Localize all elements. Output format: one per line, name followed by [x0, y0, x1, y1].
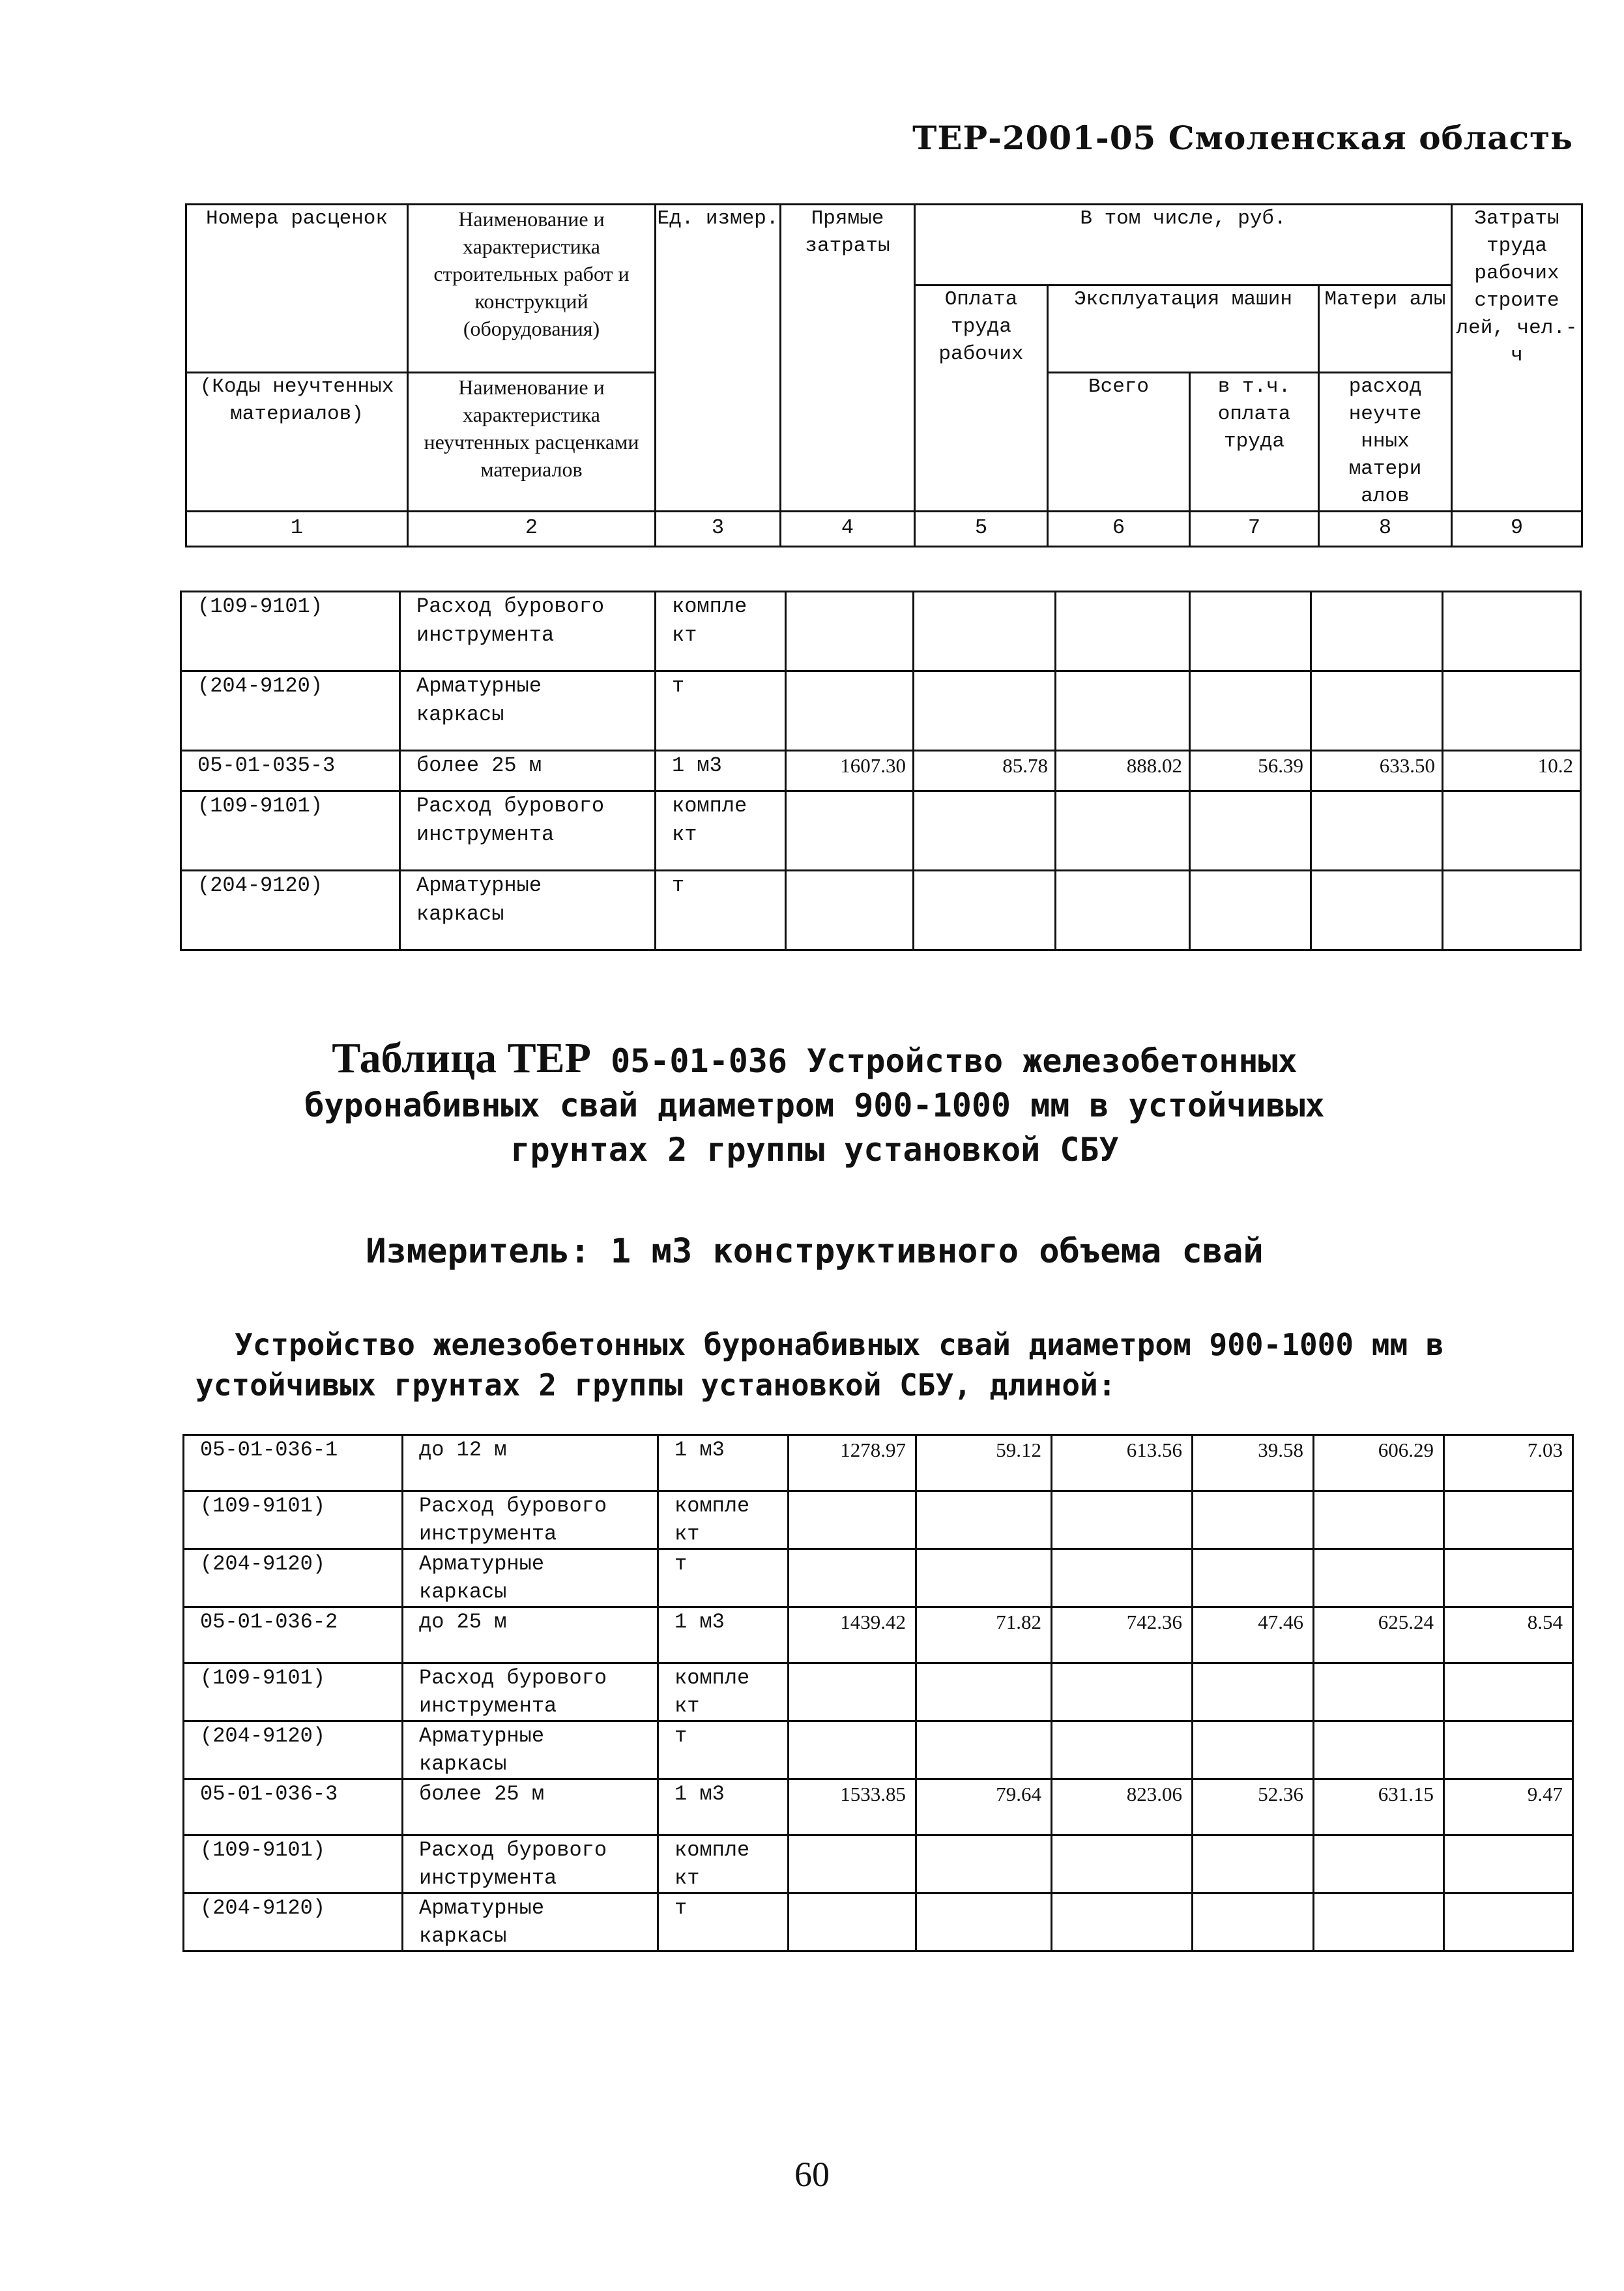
wages-value — [916, 1549, 1052, 1607]
labor-hours-value — [1443, 791, 1581, 871]
rate-code: (204-9120) — [184, 1721, 403, 1779]
rate-code: (204-9120) — [184, 1549, 403, 1607]
materials-value — [1311, 671, 1443, 751]
direct-costs-value — [789, 1893, 916, 1951]
work-name-line: каркасы — [419, 1924, 507, 1948]
wages-value — [916, 1721, 1052, 1779]
labor-hours-value — [1444, 1663, 1573, 1721]
machines-total-value: 613.56 — [1052, 1435, 1193, 1491]
direct-costs-value: 1533.85 — [789, 1779, 916, 1835]
table-row — [184, 1607, 1573, 1663]
machines-total-value: 742.36 — [1052, 1607, 1193, 1663]
work-name-line: Арматурные — [416, 674, 542, 698]
unit-line: кт — [672, 823, 697, 847]
rates-table-top — [180, 591, 1582, 951]
machines-total-value — [1052, 1835, 1193, 1893]
column-header-table — [185, 203, 1583, 547]
materials-value — [1314, 1663, 1444, 1721]
header-materials: Матери алы — [1319, 285, 1452, 373]
machines-wages-value — [1193, 1893, 1314, 1951]
machines-total-value — [1052, 1549, 1193, 1607]
direct-costs-value — [789, 1835, 916, 1893]
wages-value: 79.64 — [916, 1779, 1052, 1835]
work-name-line: Арматурные — [419, 1896, 545, 1920]
column-number: 8 — [1319, 512, 1452, 547]
wages-value — [916, 1663, 1052, 1721]
materials-value — [1314, 1549, 1444, 1607]
rate-code: (204-9120) — [181, 871, 400, 950]
title-table-label: Таблица ТЕР — [332, 1034, 591, 1082]
work-name-line: Расход бурового — [416, 794, 605, 818]
wages-value — [914, 791, 1056, 871]
title-line-3: грунтах 2 группы установкой СБУ — [510, 1131, 1119, 1169]
machines-wages-value: 52.36 — [1193, 1779, 1314, 1835]
unit — [656, 592, 786, 671]
materials-value: 633.50 — [1311, 751, 1443, 791]
labor-hours-value — [1443, 671, 1581, 751]
machines-wages-value — [1193, 1549, 1314, 1607]
title-line-2: буронабивных свай диаметром 900-1000 мм в устойчивых — [304, 1087, 1325, 1124]
work-name — [403, 1435, 658, 1491]
materials-value — [1311, 592, 1443, 671]
table-row — [184, 1435, 1573, 1491]
table-row — [184, 1835, 1573, 1893]
direct-costs-value: 1607.30 — [786, 751, 914, 791]
wages-value — [916, 1491, 1052, 1549]
unit-line: т — [672, 674, 685, 698]
rate-code: (109-9101) — [184, 1835, 403, 1893]
machines-wages-value: 39.58 — [1193, 1435, 1314, 1491]
unit — [656, 791, 786, 871]
direct-costs-value — [789, 1663, 916, 1721]
table-row — [184, 1663, 1573, 1721]
work-name-line: Расход бурового — [419, 1666, 607, 1690]
work-name — [400, 751, 656, 791]
work-name — [403, 1663, 658, 1721]
work-name — [400, 671, 656, 751]
unit — [658, 1721, 789, 1779]
direct-costs-value — [789, 1721, 916, 1779]
machines-total-value — [1056, 791, 1190, 871]
table-row — [181, 791, 1581, 871]
header-unit: Ед. измер. — [656, 205, 781, 512]
machines-wages-value: 47.46 — [1193, 1607, 1314, 1663]
machines-total-value: 823.06 — [1052, 1779, 1193, 1835]
table-row — [184, 1491, 1573, 1549]
materials-value — [1314, 1893, 1444, 1951]
table-row — [181, 871, 1581, 950]
machines-wages-value — [1193, 1491, 1314, 1549]
rates-table-bottom — [182, 1434, 1574, 1952]
labor-hours-value: 7.03 — [1444, 1435, 1573, 1491]
work-name-line: инструмента — [419, 1866, 557, 1890]
header-labor-hours: Затраты труда рабочих строите лей, чел.-ч — [1452, 205, 1582, 512]
unit-line: т — [674, 1896, 688, 1920]
header-machines: Эксплуатация машин — [1048, 285, 1319, 373]
unit — [658, 1435, 789, 1491]
materials-value — [1311, 791, 1443, 871]
unit-line: компле — [674, 1494, 750, 1518]
header-unaccounted-materials: расход неучте нных матери алов — [1319, 373, 1452, 512]
materials-value: 625.24 — [1314, 1607, 1444, 1663]
materials-value: 606.29 — [1314, 1435, 1444, 1491]
materials-value: 631.15 — [1314, 1779, 1444, 1835]
wages-value — [914, 592, 1056, 671]
work-name-line: Арматурные — [419, 1724, 545, 1748]
unit-line: 1 м3 — [674, 1438, 725, 1462]
wages-value — [914, 671, 1056, 751]
unit-line: т — [672, 873, 685, 897]
work-name-line: каркасы — [419, 1752, 507, 1776]
unit — [658, 1549, 789, 1607]
work-name-line: Расход бурового — [419, 1838, 607, 1862]
work-name-line: Арматурные — [419, 1552, 545, 1576]
section-intro — [196, 1324, 1564, 1405]
unit-line: компле — [672, 594, 747, 619]
section-title — [196, 1036, 1434, 1172]
header-machines-wages: в т.ч. оплата труда — [1190, 373, 1319, 512]
work-name — [400, 592, 656, 671]
machines-total-value — [1052, 1893, 1193, 1951]
direct-costs-value — [789, 1491, 916, 1549]
unit-line: 1 м3 — [674, 1610, 725, 1634]
materials-value — [1314, 1491, 1444, 1549]
measure-unit: Измеритель: 1 м3 конструктивного объема свай — [366, 1232, 1264, 1271]
work-name-line: более 25 м — [419, 1782, 545, 1806]
labor-hours-value: 8.54 — [1444, 1607, 1573, 1663]
unit-line: компле — [674, 1838, 750, 1862]
direct-costs-value — [789, 1549, 916, 1607]
title-line-1: 05-01-036 Устройство железобетонных — [611, 1042, 1298, 1080]
unit-line: кт — [674, 1694, 700, 1718]
direct-costs-value: 1278.97 — [789, 1435, 916, 1491]
header-work-name: Наименование и характеристика строительных работ и конструкций (оборудования) — [408, 205, 656, 373]
wages-value — [916, 1893, 1052, 1951]
wages-value — [916, 1835, 1052, 1893]
machines-wages-value — [1193, 1721, 1314, 1779]
header-material-names: Наименование и характеристика неучтенных расценками материалов — [408, 373, 656, 512]
unit-line: кт — [674, 1522, 700, 1546]
work-name — [403, 1893, 658, 1951]
work-name-line: Арматурные — [416, 873, 542, 897]
unit-line: компле — [674, 1666, 750, 1690]
unit — [658, 1893, 789, 1951]
table-row — [184, 1549, 1573, 1607]
work-name-line: Расход бурового — [419, 1494, 607, 1518]
column-number: 5 — [915, 512, 1048, 547]
unit-line: 1 м3 — [672, 753, 722, 778]
unit — [658, 1663, 789, 1721]
work-name-line: каркасы — [419, 1580, 507, 1604]
labor-hours-value: 9.47 — [1444, 1779, 1573, 1835]
machines-total-value — [1056, 592, 1190, 671]
header-machines-total: Всего — [1048, 373, 1190, 512]
labor-hours-value — [1444, 1491, 1573, 1549]
rate-code: (204-9120) — [181, 671, 400, 751]
table-row — [184, 1893, 1573, 1951]
column-number: 1 — [186, 512, 408, 547]
labor-hours-value — [1444, 1893, 1573, 1951]
materials-value — [1314, 1835, 1444, 1893]
wages-value: 59.12 — [916, 1435, 1052, 1491]
labor-hours-value — [1443, 592, 1581, 671]
machines-total-value — [1052, 1721, 1193, 1779]
work-name — [403, 1779, 658, 1835]
rate-code: 05-01-036-1 — [184, 1435, 403, 1491]
column-number: 7 — [1190, 512, 1319, 547]
unit — [658, 1779, 789, 1835]
wages-value: 85.78 — [914, 751, 1056, 791]
unit-line: кт — [674, 1866, 700, 1890]
wages-value: 71.82 — [916, 1607, 1052, 1663]
column-number: 4 — [781, 512, 915, 547]
direct-costs-value — [786, 871, 914, 950]
unit — [656, 871, 786, 950]
column-number: 6 — [1048, 512, 1190, 547]
table-row — [181, 751, 1581, 791]
table-row — [184, 1721, 1573, 1779]
table-row — [181, 592, 1581, 671]
machines-wages-value — [1193, 1663, 1314, 1721]
direct-costs-value — [786, 791, 914, 871]
work-name — [400, 791, 656, 871]
unit-line: компле — [672, 794, 747, 818]
work-name — [403, 1491, 658, 1549]
work-name-line: инструмента — [416, 823, 555, 847]
work-name-line: до 12 м — [419, 1438, 507, 1462]
machines-total-value — [1056, 871, 1190, 950]
page-header: ТЕР-2001-05 Смоленская область — [912, 119, 1573, 157]
header-including: В том числе, руб. — [915, 205, 1452, 285]
rate-code: (109-9101) — [184, 1491, 403, 1549]
machines-wages-value — [1190, 871, 1311, 950]
work-name — [403, 1549, 658, 1607]
rate-code: (109-9101) — [184, 1663, 403, 1721]
rate-code: 05-01-036-3 — [184, 1779, 403, 1835]
column-number: 3 — [656, 512, 781, 547]
header-rate-numbers: Номера расценок — [186, 205, 408, 373]
machines-wages-value: 56.39 — [1190, 751, 1311, 791]
work-name-line: более 25 м — [416, 753, 542, 778]
unit — [656, 671, 786, 751]
column-number: 2 — [408, 512, 656, 547]
machines-wages-value — [1190, 671, 1311, 751]
wages-value — [914, 871, 1056, 950]
direct-costs-value — [786, 671, 914, 751]
machines-wages-value — [1190, 592, 1311, 671]
unit — [656, 751, 786, 791]
table-row — [184, 1779, 1573, 1835]
unit — [658, 1835, 789, 1893]
work-name-line: инструмента — [416, 623, 555, 647]
materials-value — [1314, 1721, 1444, 1779]
labor-hours-value — [1444, 1549, 1573, 1607]
unit — [658, 1491, 789, 1549]
rate-code: (204-9120) — [184, 1893, 403, 1951]
direct-costs-value — [786, 592, 914, 671]
rate-code: 05-01-035-3 — [181, 751, 400, 791]
work-name — [403, 1835, 658, 1893]
labor-hours-value: 10.2 — [1443, 751, 1581, 791]
header-direct-costs: Прямые затраты — [781, 205, 915, 512]
machines-total-value: 888.02 — [1056, 751, 1190, 791]
page-number: 60 — [794, 2155, 830, 2194]
header-wages: Оплата труда рабочих — [915, 285, 1048, 512]
intro-line-2: устойчивых грунтах 2 группы установкой СБУ, длиной: — [196, 1367, 1116, 1403]
work-name-line: инструмента — [419, 1694, 557, 1718]
machines-total-value — [1056, 671, 1190, 751]
table-row — [181, 671, 1581, 751]
work-name-line: каркасы — [416, 703, 504, 727]
work-name — [403, 1607, 658, 1663]
work-name-line: инструмента — [419, 1522, 557, 1546]
machines-total-value — [1052, 1491, 1193, 1549]
unit — [658, 1607, 789, 1663]
header-material-codes: (Коды неучтенных материалов) — [186, 373, 408, 512]
unit-line: т — [674, 1552, 688, 1576]
unit-line: кт — [672, 623, 697, 647]
work-name-line: до 25 м — [419, 1610, 507, 1634]
machines-wages-value — [1193, 1835, 1314, 1893]
intro-line-1: Устройство железобетонных буронабивных свай диаметром 900-1000 мм в — [235, 1327, 1444, 1362]
work-name — [403, 1721, 658, 1779]
machines-total-value — [1052, 1663, 1193, 1721]
labor-hours-value — [1444, 1721, 1573, 1779]
rate-code: 05-01-036-2 — [184, 1607, 403, 1663]
direct-costs-value: 1439.42 — [789, 1607, 916, 1663]
work-name-line: Расход бурового — [416, 594, 605, 619]
unit-line: 1 м3 — [674, 1782, 725, 1806]
machines-wages-value — [1190, 791, 1311, 871]
materials-value — [1311, 871, 1443, 950]
labor-hours-value — [1444, 1835, 1573, 1893]
rate-code: (109-9101) — [181, 592, 400, 671]
column-number: 9 — [1452, 512, 1582, 547]
rate-code: (109-9101) — [181, 791, 400, 871]
unit-line: т — [674, 1724, 688, 1748]
labor-hours-value — [1443, 871, 1581, 950]
work-name-line: каркасы — [416, 902, 504, 926]
work-name — [400, 871, 656, 950]
